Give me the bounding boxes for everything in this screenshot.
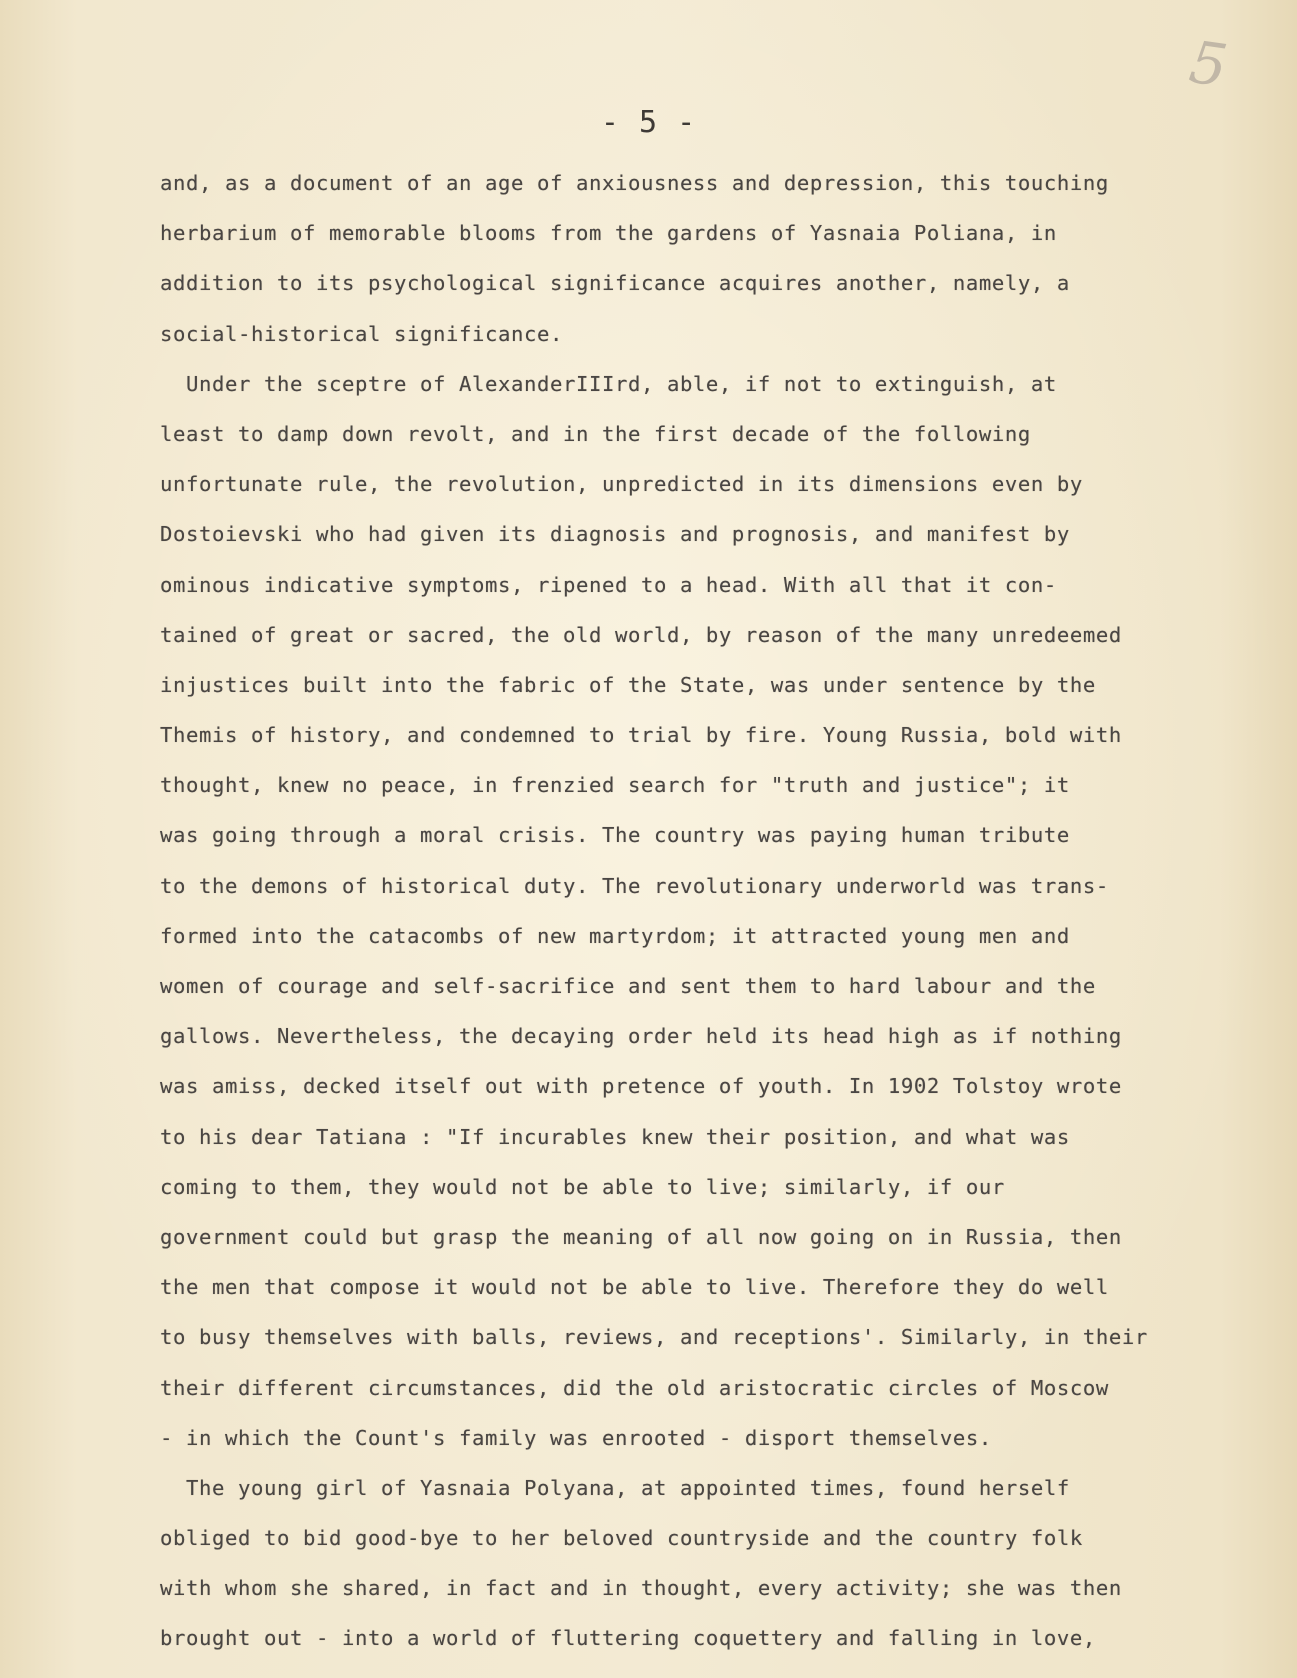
text-line: women of courage and self-sacrifice and sent them to hard labour and the xyxy=(160,974,1096,998)
text-line: social-historical significance. xyxy=(160,321,563,346)
text-line: to the demons of historical duty. The revolutionary underworld was trans- xyxy=(160,873,1109,898)
text-line: coming to them, they would not be able to live; similarly, if our xyxy=(160,1174,1005,1199)
text-line: the men that compose it would not be able to live. Therefore they do well xyxy=(160,1275,1109,1300)
text-line: The young girl of Yasnaia Polyana, at appointed times, found herself xyxy=(160,1475,1070,1500)
text-line: ominous indicative symptoms, ripened to a head. With all that it con- xyxy=(160,572,1057,597)
text-line: unfortunate rule, the revolution, unpredicted in its dimensions even by xyxy=(160,472,1083,497)
text-line: and, as a document of an age of anxiousness and depression, this touching xyxy=(160,171,1109,195)
text-line: brought out - into a world of fluttering coquettery and falling in love, xyxy=(160,1626,1096,1651)
text-line: Themis of history, and condemned to trial by fire. Young Russia, bold with xyxy=(160,723,1122,748)
text-line: tained of great or sacred, the old world, by reason of the many unredeemed xyxy=(160,622,1122,647)
page-number: - 5 - xyxy=(600,105,697,140)
text-line: thought, knew no peace, in frenzied search for "truth and justice"; it xyxy=(160,773,1070,798)
text-line: was amiss, decked itself out with pretence of youth. In 1902 Tolstoy wrote xyxy=(160,1074,1122,1099)
text-line: their different circumstances, did the old aristocratic circles of Moscow xyxy=(160,1375,1109,1400)
text-line: gallows. Nevertheless, the decaying order held its head high as if nothing xyxy=(160,1024,1122,1049)
text-line: was going through a moral crisis. The country was paying human tribute xyxy=(160,823,1070,848)
typed-body-text xyxy=(160,158,1270,1664)
text-line: government could but grasp the meaning of all now going on in Russia, then xyxy=(160,1224,1122,1249)
text-line: formed into the catacombs of new martyrdom; it attracted young men and xyxy=(160,923,1070,948)
text-line: obliged to bid good-bye to her beloved countryside and the country folk xyxy=(160,1526,1083,1551)
text-line: herbarium of memorable blooms from the gardens of Yasnaia Poliana, in xyxy=(160,221,1057,246)
text-line: injustices built into the fabric of the State, was under sentence by the xyxy=(160,672,1096,697)
text-line: Under the sceptre of AlexanderIIIrd, able, if not to extinguish, at xyxy=(160,371,1057,396)
text-line: to busy themselves with balls, reviews, and receptions'. Similarly, in their xyxy=(160,1325,1148,1350)
text-line: to his dear Tatiana : "If incurables knew their position, and what was xyxy=(160,1124,1070,1149)
text-line: addition to its psychological significance acquires another, namely, a xyxy=(160,271,1070,296)
text-line: with whom she shared, in fact and in thought, every activity; she was then xyxy=(160,1576,1122,1601)
text-line: - in which the Count's family was enrooted - disport themselves. xyxy=(160,1425,992,1450)
text-line: least to damp down revolt, and in the first decade of the following xyxy=(160,421,1031,446)
handwritten-page-mark: 5 xyxy=(1185,27,1232,101)
text-line: Dostoievski who had given its diagnosis and prognosis, and manifest by xyxy=(160,522,1070,547)
